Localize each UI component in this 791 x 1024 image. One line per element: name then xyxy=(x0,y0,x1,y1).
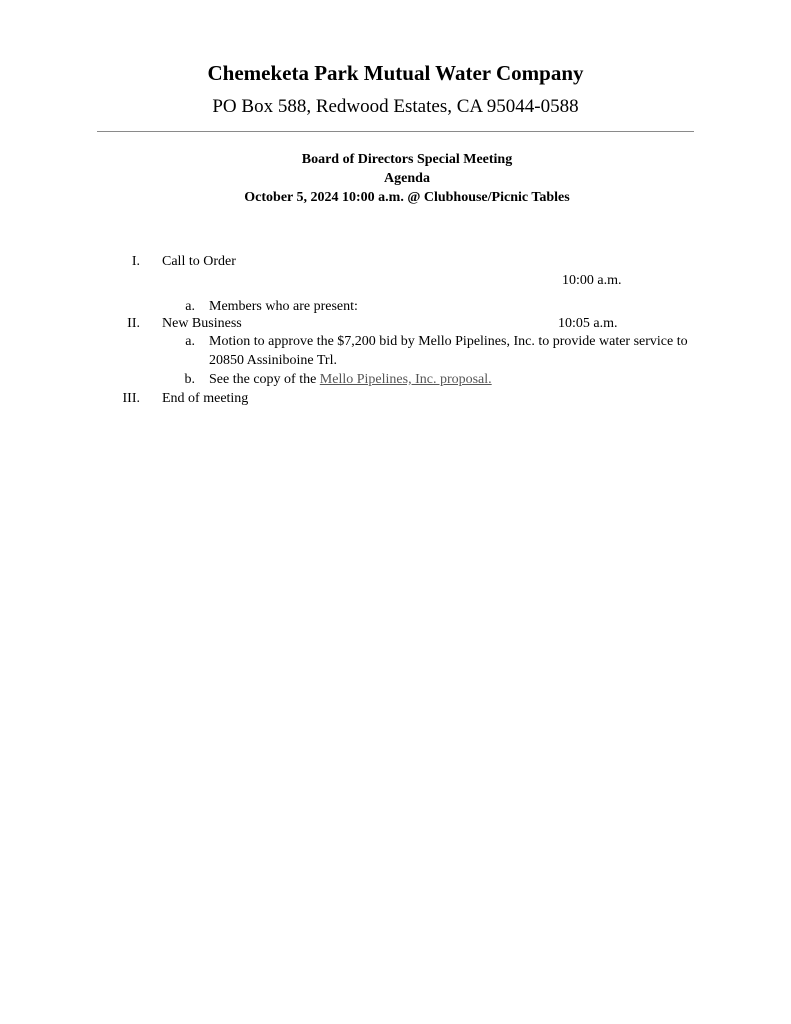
agenda-item-2a-letter: a. xyxy=(185,334,195,349)
company-name: Chemeketa Park Mutual Water Company xyxy=(207,61,584,85)
agenda-item-3-numeral: III. xyxy=(122,391,140,406)
meeting-title: Board of Directors Special Meeting xyxy=(301,152,513,167)
agenda-item-2-numeral: II. xyxy=(127,316,140,331)
meeting-date-location: October 5, 2024 10:00 a.m. @ Clubhouse/Picnic Tables xyxy=(244,190,570,205)
agenda-item-3-title: End of meeting xyxy=(162,391,249,406)
agenda-item-1-time: 10:00 a.m. xyxy=(562,273,622,288)
agenda-item-2a-text-line2: 20850 Assiniboine Trl. xyxy=(209,353,337,368)
company-address: PO Box 588, Redwood Estates, CA 95044-0588 xyxy=(212,96,579,117)
agenda-item-2b-letter: b. xyxy=(184,372,195,387)
proposal-link[interactable]: Mello Pipelines, Inc. proposal. xyxy=(319,372,492,387)
agenda-item-2-title: New Business xyxy=(162,316,242,331)
agenda-item-1-numeral: I. xyxy=(131,254,140,269)
agenda-item-2b-text xyxy=(209,370,492,389)
agenda-item-1a-letter: a. xyxy=(185,299,195,314)
agenda-item-2-time: 10:05 a.m. xyxy=(558,316,618,331)
agenda-item-2a-text-line1: Motion to approve the $7,200 bid by Mello Pipelines, Inc. to provide water service to xyxy=(209,334,688,349)
agenda-item-1-title: Call to Order xyxy=(162,254,236,269)
agenda-item-2b-prefix: See the copy of the xyxy=(209,372,320,387)
meeting-subtitle: Agenda xyxy=(384,171,430,186)
agenda-item-1a-text: Members who are present: xyxy=(209,299,358,314)
